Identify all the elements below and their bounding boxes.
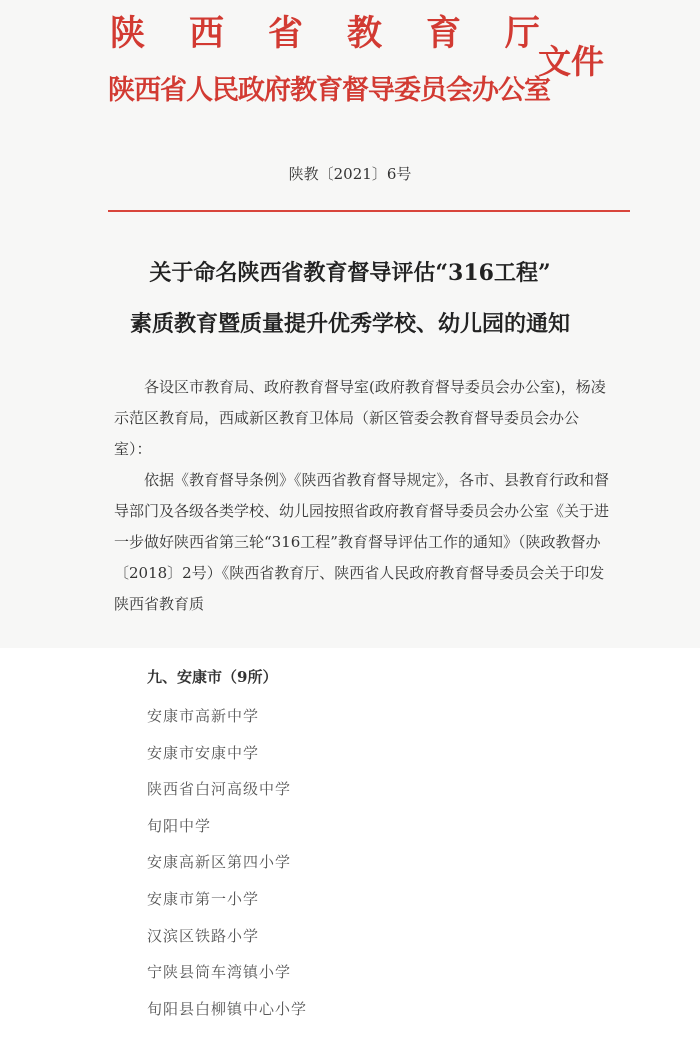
addressee-paragraph: 各设区市教育局、政府教育督导室(政府教育督导委员会办公室)，杨凌示范区教育局，西咸新区教育卫体局（新区管委会教育督导委员会办公室）： bbox=[114, 378, 606, 458]
section-heading: 九、安康市（9所） bbox=[147, 668, 278, 686]
authority-char: 育 bbox=[425, 13, 461, 54]
authority-char: 厅 bbox=[504, 13, 540, 54]
school-item: 安康市安康中学 bbox=[147, 743, 260, 762]
document-type-label: 文件 bbox=[538, 42, 604, 81]
authority-char: 教 bbox=[346, 13, 382, 54]
school-item: 安康市高新中学 bbox=[147, 707, 260, 725]
red-divider-line bbox=[108, 210, 630, 212]
school-item: 旬阳中学 bbox=[147, 816, 212, 835]
school-item: 旬阳县白柳镇中心小学 bbox=[147, 999, 308, 1018]
authority-char: 西 bbox=[188, 13, 224, 54]
notice-title-line1: 关于命名陕西省教育督导评估“316工程” bbox=[149, 260, 551, 286]
body-paragraph: 依据《教育督导条例》《陕西省教育督导规定》，各市、县教育行政和督导部门及各级各类学校、幼儿园按照省政府教育督导委员会办公室《关于进一步做好陕西省第三轮“316工程”教育督导评估工作的通知》（陕政教督办〔2018〕2号）《陕西省教育厅、陕西省人民政府教育督导委员会关于印发陕西省教育质 bbox=[114, 471, 610, 613]
school-item: 陕西省白河高级中学 bbox=[147, 780, 292, 799]
issuing-authority-2: 陕西省人民政府教育督导委员会办公室 bbox=[108, 75, 550, 106]
authority-char: 陕 bbox=[110, 13, 146, 54]
school-list bbox=[147, 705, 307, 1034]
issuing-authority-1 bbox=[110, 6, 540, 56]
school-item: 安康高新区第四小学 bbox=[147, 853, 292, 872]
school-item: 汉滨区铁路小学 bbox=[147, 926, 260, 945]
school-item: 安康市第一小学 bbox=[147, 889, 260, 908]
school-item: 宁陕县筒车湾镇小学 bbox=[147, 963, 292, 982]
school-list-page bbox=[0, 648, 700, 1043]
notice-title-line2: 素质教育暨质量提升优秀学校、幼儿园的通知 bbox=[129, 311, 570, 337]
document-number: 陕教〔2021〕6号 bbox=[288, 165, 412, 183]
authority-char: 省 bbox=[267, 13, 303, 54]
